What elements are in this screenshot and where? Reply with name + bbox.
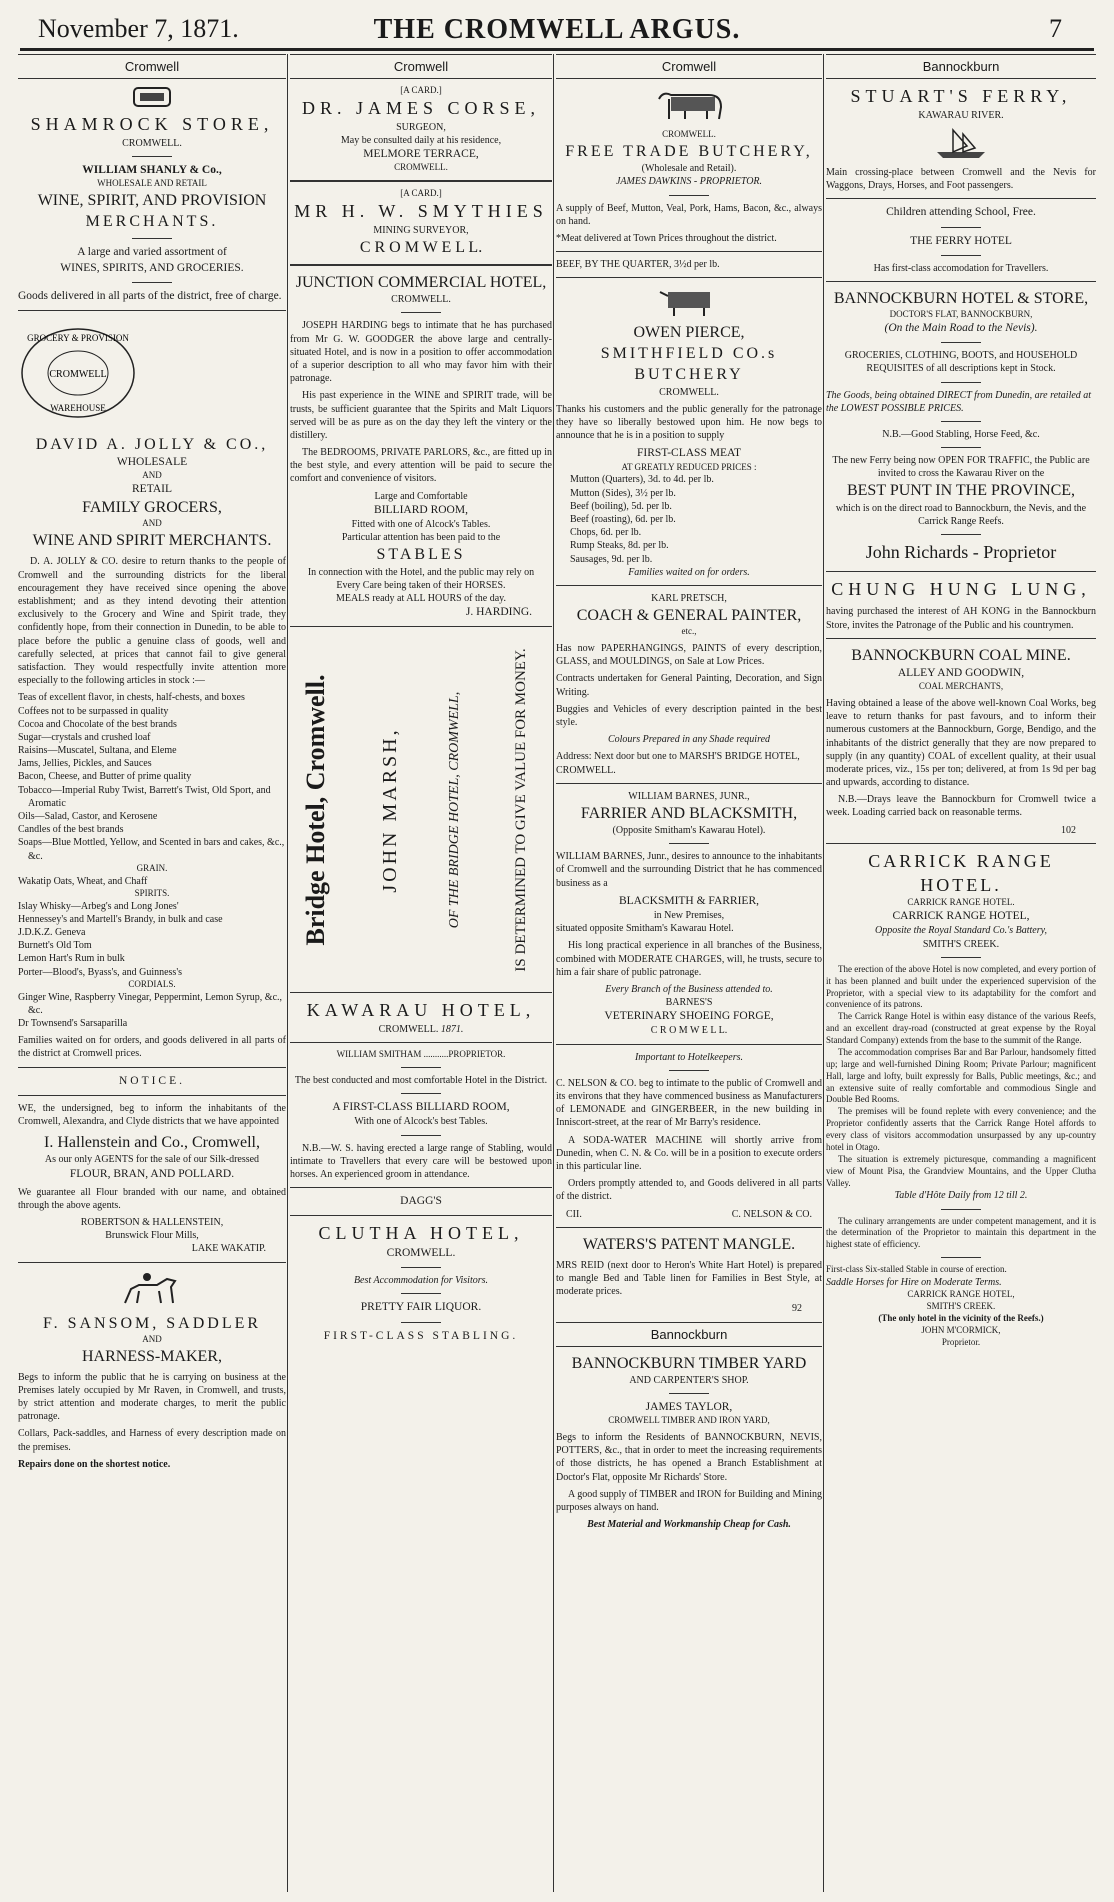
ad-body: WE, the undersigned, beg to inform the inhabitants of the Cromwell, Alexandra, and Clyde districts that we have appointed (18, 1102, 286, 1128)
ad-text: AND (142, 470, 162, 481)
ad-text: Families waited on for orders. (628, 566, 750, 578)
ad-title: COACH & GENERAL PAINTER, (576, 607, 802, 625)
ad-text: Children attending School, Free. (886, 206, 1036, 219)
ad-text: [A CARD.] (400, 85, 442, 96)
ad-text: (On the Main Road to the Nevis). (884, 321, 1038, 334)
pierce-ad (556, 284, 822, 579)
ad-title: JUNCTION COMMERCIAL HOTEL, (295, 274, 547, 292)
ad-text: SURGEON, (396, 121, 446, 133)
section-header: Bannockburn (556, 1322, 822, 1347)
ad-body: The situation is extremely picturesque, commanding a magnificent view of Mount Pisa, the Grandview Mountains, and the Upper Clutha Valley. (826, 1153, 1096, 1188)
list-item: Oils—Salad, Castor, and Kerosene (18, 811, 158, 823)
ad-text: The best conducted and most comfortable Hotel in the District. (294, 1075, 548, 1087)
ad-text: JAMES TAYLOR, (645, 1401, 733, 1414)
masthead (0, 0, 1114, 52)
ad-text: May be consulted daily at his residence, (340, 134, 502, 146)
stamp-top: GROCERY & PROVISION (27, 332, 129, 343)
ad-text: First-class Six-stalled Stable in course of erection. (826, 1264, 1007, 1275)
list-item: Sausages, 9d. per lb. (570, 553, 653, 565)
ad-text: CROMWELL. (391, 294, 451, 306)
cattle-engraving-icon (649, 85, 729, 125)
list-item: Chops, 6d. per lb. (570, 527, 642, 539)
ad-text: etc., (681, 626, 697, 637)
ad-body: The Carrick Range Hotel is within easy distance of the various Reefs, and an excellent dray-road (constructed at great expense by the Royal Standard Company) extends from the base to the summit of the Range. (826, 1011, 1096, 1046)
ad-body: His long practical experience in all branches of the Business, combined with MODERATE CHARGES, will, he trusts, secure to him a fair share of public patronage. (556, 940, 822, 978)
column-1 (18, 54, 286, 1892)
ad-text: 1871. (440, 1024, 464, 1035)
ad-signature: SMITH'S CREEK. (926, 1301, 996, 1312)
carrick-range-hotel-ad (826, 850, 1096, 1349)
ad-text: WHOLESALE (116, 456, 188, 469)
ad-text: Particular attention has been paid to the (341, 532, 501, 544)
list-item: Mutton (Quarters), 3d. to 4d. per lb. (570, 474, 714, 486)
list-item: Burnett's Old Tom (18, 940, 92, 952)
ad-signature: LAKE WAKATIP. (191, 1243, 266, 1255)
ad-text: FAMILY GROCERS, (82, 499, 222, 517)
ad-text: Table d'Hôte Daily from 12 till 2. (894, 1190, 1028, 1202)
ad-text: As our only AGENTS for the sale of our Silk-dressed (44, 1154, 260, 1166)
ad-text: BILLIARD ROOM, (374, 503, 468, 516)
vertical-text: JOHN MARSH, (378, 727, 401, 893)
column-divider (823, 54, 824, 1892)
ad-text: With one of Alcock's best Tables. (354, 1116, 488, 1128)
ad-body: The erection of the above Hotel is now completed, and every portion of it has been planned and built under the experienced supervision of the Proprietor, with a special view to its adaptability for the comfort and convenience of its patrons. (826, 963, 1096, 1010)
list-item: Wakatip Oats, Wheat, and Chaff (18, 875, 148, 887)
list-item: Coffees not to be surpassed in quality (18, 705, 169, 717)
ad-text: N.B.—Good Stabling, Horse Feed, &c. (882, 428, 1040, 440)
vertical-text: Bridge Hotel, Cromwell. (300, 674, 330, 946)
ad-text: DAGG'S (400, 1195, 442, 1208)
vertical-text: IS DETERMINED TO GIVE VALUE FOR MONEY. (513, 648, 530, 972)
stock-list (18, 691, 286, 862)
ad-text: We guarantee all Flour branded with our name, and obtained through the above agents. (18, 1186, 286, 1211)
list-item: Soaps—Blue Mottled, Yellow, and Scented in bars and cakes, &c., &c. (18, 837, 285, 862)
ad-signature: ROBERTSON & HALLENSTEIN, (80, 1217, 224, 1229)
ad-text: BARNES'S (665, 997, 713, 1009)
kawarau-hotel-ad (290, 999, 552, 1181)
list-item: Cocoa and Chocolate of the best brands (18, 718, 177, 730)
ad-text: situated opposite Smitham's Kawarau Hotel. (556, 923, 734, 935)
ad-text: The Goods, being obtained DIRECT from Dunedin, are retailed at the LOWEST POSSIBLE PRICES. (826, 389, 1092, 414)
timber-yard-ad (556, 1353, 822, 1532)
vertical-text: OF THE BRIDGE HOTEL, CROMWELL, (446, 691, 462, 928)
ad-body: Main crossing-place between Cromwell and the Nevis for Waggons, Drays, Horses, and Foot passengers. (826, 167, 1096, 192)
ad-text: [A CARD.] (400, 188, 442, 199)
ad-text: WINES, SPIRITS, AND GROCERIES. (60, 261, 244, 274)
ad-text: I. Hallenstein and Co., Cromwell, (44, 1134, 260, 1152)
ad-text: FLOUR, BRAN, AND POLLARD. (69, 1167, 235, 1180)
ad-body: The accommodation comprises Bar and Bar Parlour, handsomely fitted up; large and well-furnished Dining Room; Private Parlour; magnificent Hall, large and lofty, built expressly for Balls, Public meetings, &c.; and an extensive suite of really comfortable and commodious Single and Double Bed Rooms. (826, 1046, 1096, 1105)
ad-signature: C. NELSON & CO. (731, 1208, 812, 1220)
ad-text: COAL MERCHANTS, (918, 681, 1004, 692)
ad-text: A FIRST-CLASS BILLIARD ROOM, (332, 1101, 510, 1114)
ad-text: 92 (792, 1303, 802, 1315)
ad-text: HARNESS-MAKER, (81, 1347, 222, 1365)
column-divider (553, 54, 554, 1892)
stamp-bottom: WAREHOUSE (50, 402, 106, 413)
ad-text: FIRST-CLASS STABLING. (323, 1329, 519, 1342)
ad-title: SHAMROCK STORE, (30, 114, 274, 135)
ad-body: Having obtained a lease of the above well-known Coal Works, beg leave to return thanks for past favours, and to inform their numerous customers at the Bannockburn, Gorge, Bendigo, and the inhabitants of the district generally that they are now prepared to supply (in any quantity) COAL of excellent quality, at their usual moderate prices, viz., 15s per ton; delivered, at from 1s 9d per bag and upwards, according to distance. (826, 697, 1096, 789)
stuarts-ferry-ad (826, 85, 1096, 275)
pretsch-ad (556, 592, 822, 777)
ad-text: Best Material and Workmanship Cheap for Cash. (587, 1519, 791, 1531)
ad-text: C R O M W E L L. (650, 1025, 728, 1037)
ad-text: Every Branch of the Business attended to. (605, 983, 773, 995)
ad-text: WINE AND SPIRIT MERCHANTS. (32, 532, 272, 550)
ad-signature: Proprietor. (941, 1336, 981, 1347)
ad-text: Every Care being taken of their HORSES. (336, 579, 506, 591)
ad-title: CLUTHA HOTEL, (318, 1223, 524, 1244)
ad-title: BANNOCKBURN HOTEL & STORE, (833, 290, 1089, 307)
ad-text: MERCHANTS. (85, 213, 219, 231)
ad-text: in New Premises, (653, 909, 725, 921)
ad-body: A supply of Beef, Mutton, Veal, Pork, Hams, Bacon, &c., always on hand. (556, 202, 822, 227)
ad-text: BLACKSMITH & FARRIER, (618, 894, 760, 907)
ad-signature: (The only hotel in the vicinity of the Reefs.) (878, 1313, 1044, 1324)
ad-body: A SODA-WATER MACHINE will shortly arrive from Dunedin, when C. N. & Co. will be in a position to execute orders in this particular line. (556, 1134, 822, 1172)
list-item: Lemon Hart's Rum in bulk (18, 953, 125, 965)
list-item: Jams, Jellies, Pickles, and Sauces (18, 758, 152, 770)
ad-text: John Richards - Proprietor (865, 541, 1057, 562)
ad-title: BANNOCKBURN TIMBER YARD (571, 1354, 807, 1372)
column-3 (556, 54, 822, 1892)
ad-body: The culinary arrangements are under competent management, and it is the determination of the Proprietor to maintain this department in the highest state of efficiency. (826, 1215, 1096, 1250)
ad-body: JOSEPH HARDING begs to intimate that he has purchased from Mr G. W. GOODGER the above large and centrally-situated Hotel, and is now in a position to offer accommodation of a superior description to all who may favor him with their patronage. (290, 320, 552, 385)
bannockburn-store-ad (826, 288, 1096, 565)
clutha-hotel-ad (290, 1194, 552, 1344)
ad-title: WATERS'S PATENT MANGLE. (582, 1235, 796, 1253)
nelson-ad (556, 1051, 822, 1221)
horse-engraving-icon (117, 1269, 187, 1309)
notice-ad (18, 1074, 286, 1256)
ad-text: CARRICK RANGE HOTEL. (907, 897, 1015, 908)
ad-body: *Meat delivered at Town Prices throughout the district. (556, 232, 777, 244)
ad-text: AT GREATLY REDUCED PRICES : (621, 461, 757, 472)
ad-text: DOCTOR'S FLAT, BANNOCKBURN, (889, 309, 1033, 320)
ad-text: ALLEY AND GOODWIN, (897, 666, 1025, 679)
ox-engraving-icon (654, 284, 724, 318)
ad-text: CROMWELL. (659, 386, 719, 398)
ad-text: WHOLESALE AND RETAIL (97, 178, 207, 189)
ad-text: AND (142, 518, 162, 529)
ad-text: CROMWELL. (378, 1024, 439, 1035)
list-item: Dr Townsend's Sarsaparilla (18, 1018, 128, 1030)
ad-body: Has now PAPERHANGINGS, PAINTS of every description, GLASS, and MOULDINGS, on Sale at Low Prices. (556, 643, 822, 668)
ad-title: CHUNG HUNG LUNG, (831, 578, 1091, 599)
ad-text: which is on the direct road to Bannockburn, the Nevis, and the Carrick Range Reefs. (835, 502, 1087, 527)
list-heading: GRAIN. (136, 862, 168, 873)
ad-text: CROMWELL TIMBER AND IRON YARD, (608, 1415, 770, 1426)
ad-text: (Wholesale and Retail). (641, 163, 737, 175)
list-heading: CORDIALS. (128, 978, 176, 989)
ad-text: THE FERRY HOTEL (910, 234, 1012, 247)
list-item: Beef (roasting), 6d. per lb. (570, 513, 676, 525)
list-heading: SPIRITS. (134, 887, 170, 898)
page-number: 7 (1049, 14, 1062, 43)
column-2 (290, 54, 552, 1892)
ad-body: Contracts undertaken for General Painting, Decoration, and Sign Writing. (556, 673, 822, 698)
ad-text: RETAIL (132, 483, 172, 496)
ad-title: MR H. W. SMYTHIES (294, 201, 548, 222)
ad-title: SMITHFIELD CO.s BUTCHERY (600, 345, 778, 384)
ad-title: FARRIER AND BLACKSMITH, (580, 804, 798, 822)
ad-text: OWEN PIERCE, (633, 324, 745, 342)
ad-text: FIRST-CLASS MEAT (636, 447, 742, 460)
ad-signature: J. HARDING. (465, 606, 532, 619)
ad-text: Address: Next door but one to MARSH'S BRIDGE HOTEL, CROMWELL. (556, 751, 800, 776)
ad-body: having purchased the interest of AH KONG in the Bannockburn Store, invites the Patronage of the Public and his countrymen. (826, 606, 1096, 631)
ad-text: BEEF, BY THE QUARTER, 3½d per lb. (556, 259, 720, 271)
bridge-hotel-ad (290, 626, 552, 993)
ad-text: MINING SURVEYOR, (373, 224, 469, 236)
list-item: Teas of excellent flavor, in chests, half-chests, and boxes (18, 692, 245, 704)
ad-text: Colours Prepared in any Shade required (607, 734, 771, 746)
ad-body: C. NELSON & CO. beg to intimate to the public of Cromwell and its environs that they have commenced business as Manufacturers of LEMONADE and GINGERBEER, in the new building in Inniscort-street, at the rear of Mr Barry's residence. (556, 1077, 822, 1129)
barnes-ad (556, 790, 822, 1038)
ad-place: CROMWELL. (122, 137, 182, 149)
ad-text: C R O M W E L L. (359, 239, 483, 257)
column-divider (287, 54, 288, 1892)
ad-text: CROMWELL. (386, 1247, 456, 1260)
ad-text: Repairs done on the shortest notice. (18, 1458, 171, 1470)
spirits-list (18, 900, 286, 979)
ad-body: Begs to inform the public that he is carrying on business at the Premises lately occupied by Mr Raven, in Cromwell, and trusts, by strict attention and moderate charges, to merit the public patronage. (18, 1371, 286, 1423)
ad-signature: CARRICK RANGE HOTEL, (907, 1289, 1015, 1300)
mangle-ad (556, 1234, 822, 1316)
ad-body: His past experience in the WINE and SPIRIT trade, will be trusts, be sufficient guarantee that the Spirits and Malt Liquors served will be as pure as on the day they left the vintery or the distillery. (290, 390, 552, 441)
junction-hotel-ad (290, 272, 552, 620)
section-header: Cromwell (18, 54, 286, 79)
list-item: Tobacco—Imperial Ruby Twist, Barrett's Twist, Old Sport, and Aromatic (18, 784, 271, 809)
list-item: Beef (boiling), 5d. per lb. (570, 500, 672, 512)
ad-text: VETERINARY SHOEING FORGE, (604, 1010, 774, 1023)
ad-text: STABLES (376, 546, 466, 564)
list-item: Ginger Wine, Raspberry Vinegar, Peppermint, Lemon Syrup, &c., &c. (18, 991, 283, 1016)
ad-body: GROCERIES, CLOTHING, BOOTS, and HOUSEHOLD REQUISITES of all descriptions kept in Stock. (844, 350, 1078, 375)
ad-text: WILLIAM SMITHAM ...........PROPRIETOR. (336, 1049, 506, 1060)
ad-text: Opposite the Royal Standard Co.'s Battery, (874, 925, 1048, 937)
chung-hung-lung-ad (826, 578, 1096, 632)
list-item: J.D.K.Z. Geneva (18, 927, 86, 939)
ad-body: The premises will be found replete with every convenience; and the Proprietor confidently asserts that the Carrick Range Hotel affords to every class of visitors accommodation unsurpassed by any up-country hotel in Otago. (826, 1106, 1096, 1152)
ad-text: Collars, Pack-saddles, and Harness of every description made on the premises. (18, 1428, 286, 1453)
ad-text: The new Ferry being now OPEN FOR TRAFFIC, the Public are invited to cross the Kawarau River on the (832, 455, 1090, 480)
ad-body: The BEDROOMS, PRIVATE PARLORS, &c., are fitted up in the best style, and every attention will be paid to secure the comfort and convenience of visitors. (290, 447, 552, 485)
list-item: Islay Whisky—Arbeg's and Long Jones' (18, 900, 179, 912)
section-header: Cromwell (290, 54, 552, 79)
ad-body: Begs to inform the Residents of BANNOCKBURN, NEVIS, POTTERS, &c., that in order to meet the increasing requirements of those districts, he has opened a Branch Establishment at Doctor's Flat, opposite Mr Richards' Store. (556, 1432, 822, 1483)
list-item: Raisins—Muscatel, Sultana, and Eleme (18, 745, 177, 757)
ad-body: Orders promptly attended to, and Goods delivered in all parts of the district. (556, 1178, 822, 1203)
ad-text: AND (142, 1333, 162, 1344)
list-item: Rump Steaks, 8d. per lb. (570, 540, 669, 552)
warehouse-stamp-icon (18, 323, 138, 423)
sansom-ad (18, 1269, 286, 1471)
ad-title: FREE TRADE BUTCHERY, (565, 143, 813, 161)
ad-title: CARRICK RANGE HOTEL. (868, 850, 1054, 895)
list-item: Sugar—crystals and crushed loaf (18, 731, 151, 743)
ship-engraving-icon (931, 126, 991, 162)
shamrock-store-ad (18, 85, 286, 304)
ad-text: CII. (566, 1208, 582, 1220)
ad-title: DR. JAMES CORSE, (301, 98, 541, 119)
ad-text: Best Accommodation for Visitors. (353, 1275, 489, 1287)
masthead-rule (20, 48, 1094, 51)
ad-text: Families waited on for orders, and goods delivered in all parts of the district at Cromwell prices. (18, 1035, 286, 1060)
ad-text: MEALS ready at ALL HOURS of the day. (335, 592, 507, 604)
ad-text: BEST PUNT IN THE PROVINCE, (846, 482, 1076, 500)
shop-sign-icon (132, 85, 172, 109)
ad-body: D. A. JOLLY & CO. desire to return thanks to the people of Cromwell and the surrounding districts for the liberal encouragement they have received since opening the above establishment; and as they intend devoting their attention exclusively to the Grocery and Wine and Spirit trade, they confidently hope, from their connection in Dunedin, to be able to place before the public a genuine class of goods, well and carefully selected, at prices that cannot fail to give general satisfaction. They would respectfully invite attention more especially to the following articles in stock :— (18, 556, 286, 687)
ad-text: Fitted with one of Alcock's Tables. (351, 519, 491, 531)
dawkins-ad (556, 85, 822, 271)
ad-signature: JOHN M'CORMICK, (921, 1324, 1001, 1335)
ad-text: Large and Comfortable (374, 490, 468, 502)
list-item: Hennessey's and Martell's Brandy, in bulk and case (18, 913, 223, 925)
ad-body: MRS REID (next door to Heron's White Hart Hotel) is prepared to mangle Bed and Table linen for Families in Best Style, at moderate prices. (556, 1259, 822, 1298)
ad-text: CROMWELL. (662, 129, 716, 140)
ad-title: DAVID A. JOLLY & CO., (35, 436, 269, 454)
ad-body: Thanks his customers and the public generally for the patronage they have so liberally bestowed upon him. He now begs to announce that he is in a position to supply (556, 403, 822, 442)
ad-text: 102 (1061, 824, 1076, 836)
ad-text: Has first-class accomodation for Travellers. (873, 262, 1049, 274)
ad-signature: Brunswick Flour Mills, (105, 1230, 199, 1242)
ad-text: CARRICK RANGE HOTEL, (892, 910, 1030, 923)
ad-body: Buggies and Vehicles of every description painted in the best style. (556, 703, 822, 728)
ad-title: NOTICE. (118, 1074, 186, 1087)
ad-title: Important to Hotelkeepers. (634, 1051, 744, 1063)
ad-title: F. SANSOM, SADDLER (42, 1314, 262, 1332)
corse-card (290, 85, 552, 174)
ad-title: BANNOCKBURN COAL MINE. (851, 646, 1071, 664)
stamp-center: CROMWELL (49, 368, 107, 380)
ad-text: KARL PRETSCH, (651, 592, 727, 604)
ad-text: Goods delivered in all parts of the district, free of charge. (18, 289, 282, 302)
ad-text: CROMWELL. (394, 162, 448, 173)
ad-body: N.B.—W. S. having erected a large range of Stabling, would intimate to Travellers that every care will be bestowed upon horses. An experienced groom in attendance. (290, 1142, 552, 1180)
list-item: Porter—Blood's, Byass's, and Guinness's (18, 966, 183, 978)
section-header: Cromwell (556, 54, 822, 79)
newspaper-title: THE CROMWELL ARGUS. (373, 14, 741, 45)
ad-body: WILLIAM BARNES, Junr., desires to announce to the inhabitants of Cromwell and the surrounding District that he has commenced business as a (556, 851, 822, 889)
ad-text: In connection with the Hotel, and the public may rely on (307, 566, 535, 578)
ad-owner: WILLIAM SHANLY & Co., (82, 164, 222, 177)
jolly-ad (18, 434, 286, 1061)
coal-mine-ad (826, 645, 1096, 837)
smythies-card (290, 188, 552, 258)
ad-text: (Opposite Smitham's Kawarau Hotel). (612, 825, 766, 837)
ad-text: KAWARAU RIVER. (918, 109, 1004, 121)
ad-title: KAWARAU HOTEL, (306, 1000, 536, 1021)
ad-text: MELMORE TERRACE, (363, 148, 479, 161)
ad-text: A large and varied assortment of (77, 246, 227, 259)
ad-text: PRETTY FAIR LIQUOR. (360, 1301, 482, 1314)
section-header: Bannockburn (826, 54, 1096, 79)
ad-body: A good supply of TIMBER and IRON for Building and Mining purposes always on hand. (556, 1488, 822, 1513)
list-item: Bacon, Cheese, and Butter of prime quality (18, 771, 192, 783)
cordials-list (18, 991, 286, 1031)
ad-text: WILLIAM BARNES, JUNR., (628, 790, 750, 802)
price-list (556, 473, 822, 565)
ad-text: JAMES DAWKINS - PROPRIETOR. (615, 176, 763, 188)
column-4 (826, 54, 1096, 1892)
ad-text: AND CARPENTER'S SHOP. (629, 1374, 749, 1386)
list-item: Mutton (Sides), 3½ per lb. (570, 487, 676, 499)
ad-text: SMITH'S CREEK. (922, 938, 1000, 950)
ad-title: STUART'S FERRY, (850, 86, 1072, 107)
ad-text: Saddle Horses for Hire on Moderate Terms. (826, 1277, 1002, 1289)
ad-text: WINE, SPIRIT, AND PROVISION (37, 192, 267, 210)
list-item: Candles of the best brands (18, 824, 124, 836)
issue-date: November 7, 1871. (38, 14, 239, 43)
ad-body: N.B.—Drays leave the Bannockburn for Cromwell twice a week. Loading carried back on reasonable terms. (826, 794, 1096, 819)
